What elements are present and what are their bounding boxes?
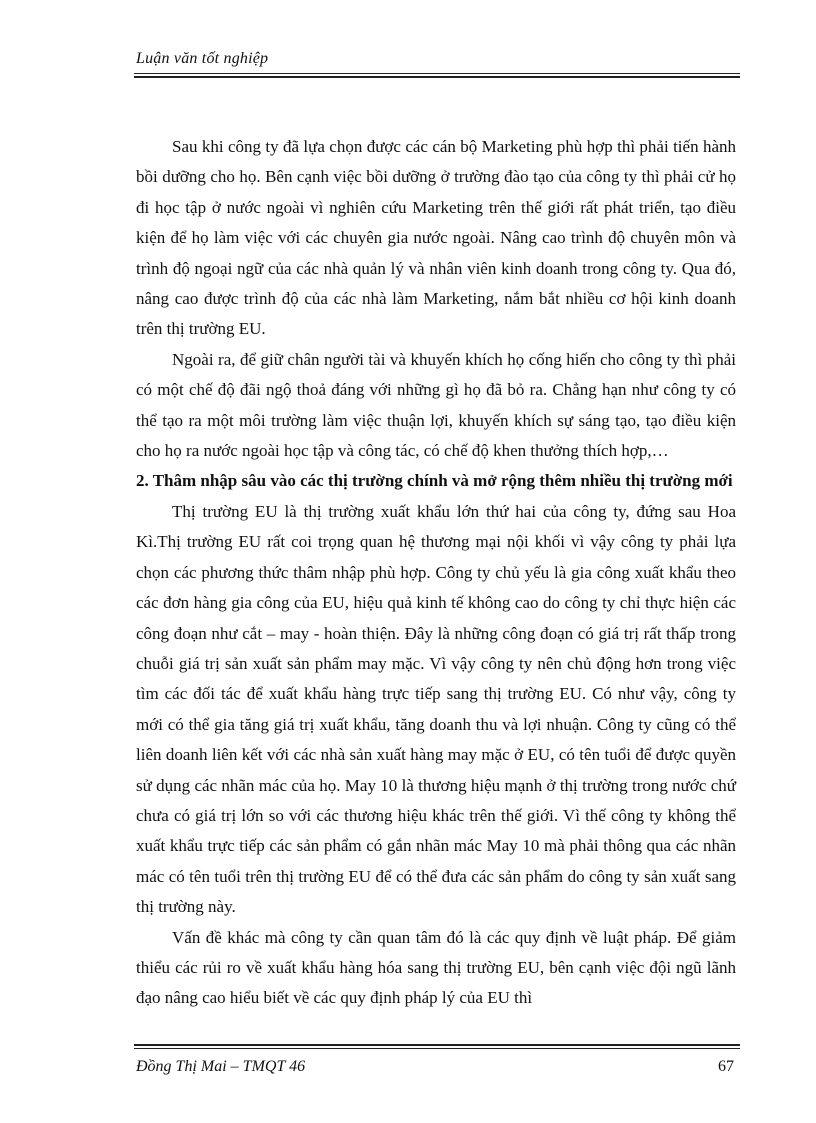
footer-rule-top <box>134 1044 740 1046</box>
paragraph: Sau khi công ty đã lựa chọn được các cán bộ Marketing phù hợp thì phải tiến hành bồi dưỡng cho họ. Bên cạnh việc bồi dưỡng ở trường đào tạo của công ty thì phải cử họ đi học tập ở nước ngoài vì nghiên cứu Marketing trên thế giới rất phát triển, tạo điều kiện để họ làm việc với các chuyên gia nước ngoài. Nâng cao trình độ chuyên môn và trình độ ngoại ngữ của các nhà quản lý và nhân viên kinh doanh trong công ty. Qua đó, nâng cao được trình độ của các nhà làm Marketing, nắm bắt nhiều cơ hội kinh doanh trên thị trường EU. <box>136 137 736 339</box>
document-body <box>136 132 736 1014</box>
footer-author: Đồng Thị Mai – TMQT 46 <box>136 1058 306 1075</box>
paragraph: Thị trường EU là thị trường xuất khẩu lớn thứ hai của công ty, đứng sau Hoa Kì.Thị trường EU rất coi trọng quan hệ thương mại nội khối vì vậy công ty phải lựa chọn các phương thức thâm nhập phù hợp. Công ty chủ yếu là gia công xuất khẩu theo các đơn hàng gia công của EU, hiệu quả kinh tế không cao do công ty chỉ thực hiện các công đoạn như cắt – may - hoàn thiện. Đây là những công đoạn có giá trị rất thấp trong chuỗi giá trị sản xuất sản phẩm may mặc. Vì vậy công ty nên chủ động hơn trong việc tìm các đối tác để xuất khẩu hàng trực tiếp sang thị trường EU. Có như vậy, công ty mới có thể gia tăng giá trị xuất khẩu, tăng doanh thu và lợi nhuận. Công ty cũng có thể liên doanh liên kết với các nhà sản xuất hàng may mặc ở EU, có tên tuổi để được quyền sử dụng các nhãn mác của họ. May 10 là thương hiệu mạnh ở thị trường trong nước chứ chưa có giá trị lớn so với các thương hiệu khác trên thế giới. Vì thế công ty không thể xuất khẩu trực tiếp các sản phẩm có gắn nhãn mác May 10 mà phải thông qua các nhãn mác có tên tuổi trên thị trường EU để có thể đưa các sản phẩm do công ty sản xuất sang thị trường này. <box>136 501 736 917</box>
paragraph: Ngoài ra, để giữ chân người tài và khuyến khích họ cống hiến cho công ty thì phải có một chế độ đãi ngộ thoả đáng với những gì họ đã bỏ ra. Chẳng hạn như công ty có thể tạo ra một môi trường làm việc thuận lợi, khuyến khích sự sáng tạo, tạo điều kiện cho họ ra nước ngoài học tập và công tác, có chế độ khen thưởng thích hợp,… <box>136 349 736 461</box>
header-rule-bottom <box>134 76 740 78</box>
section-heading: 2. Thâm nhập sâu vào các thị trường chính và mở rộng thêm nhiều thị trường mới <box>136 471 733 491</box>
header-title: Luận văn tốt nghiệp <box>136 50 269 67</box>
footer-rule-bottom <box>134 1048 740 1049</box>
paragraph: Vấn đề khác mà công ty cần quan tâm đó là các quy định về luật pháp. Để giảm thiểu các rủi ro về xuất khẩu hàng hóa sang thị trường EU, bên cạnh việc đội ngũ lãnh đạo nâng cao hiểu biết về các quy định pháp lý của EU thì <box>136 927 736 1008</box>
page-number: 67 <box>718 1058 734 1075</box>
header-rule-top <box>134 73 740 74</box>
